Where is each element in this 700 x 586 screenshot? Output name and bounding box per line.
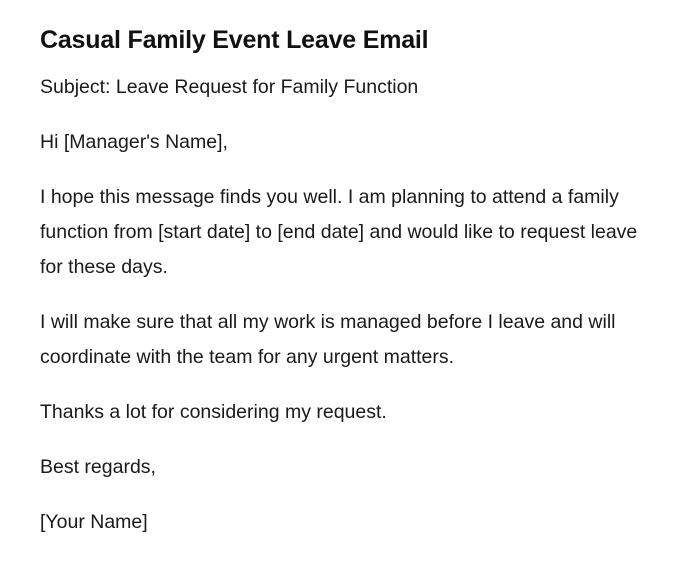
document-title: Casual Family Event Leave Email xyxy=(40,26,429,54)
email-body-paragraph-1: I hope this message finds you well. I am planning to attend a family function from [start date] to [end date] and would like to request leave for these days. xyxy=(40,186,638,278)
email-body-paragraph-2: I will make sure that all my work is managed before I leave and will coordinate with the team for any urgent matters. xyxy=(40,311,616,368)
email-signature: [Your Name] xyxy=(40,511,148,533)
email-greeting: Hi [Manager's Name], xyxy=(40,131,228,153)
email-document xyxy=(40,24,660,560)
email-closing: Best regards, xyxy=(40,456,156,478)
email-thanks: Thanks a lot for considering my request. xyxy=(40,401,387,423)
email-subject: Subject: Leave Request for Family Function xyxy=(40,76,419,98)
